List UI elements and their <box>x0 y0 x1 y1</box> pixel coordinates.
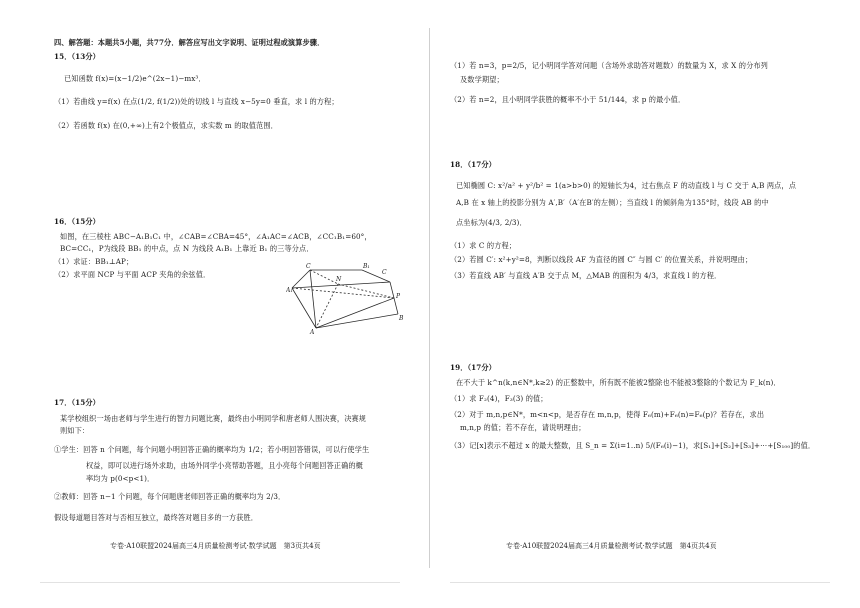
q19-number: 19．（17分） <box>450 363 496 372</box>
q17-number: 17．（15分） <box>54 398 100 407</box>
scan-edge-right <box>450 582 830 583</box>
right-page <box>430 0 860 608</box>
q15-part1: （1）若曲线 y=f(x) 在点(1/2, f(1/2))处的切线 l 与直线 x−5y=0 垂直，求 l 的方程； <box>54 97 339 106</box>
fig-label-n: N <box>336 276 342 283</box>
q16-part2: （2）求平面 NCP 与平面 ACP 夹角的余弦值． <box>54 270 211 279</box>
prism-figure <box>286 262 406 334</box>
q19-part2-b: m,n,p 的值；若不存在，请说明理由； <box>460 423 586 432</box>
section-header: 四、解答题：本题共5小题，共77分．解答应写出文字说明、证明过程或演算步骤． <box>54 38 325 47</box>
q15-number: 15．（13分） <box>54 52 100 61</box>
fig-label-c1: C <box>306 263 311 270</box>
q17-rule1-a: ①学生：回答 n 个问题，每个问题小明回答正确的概率均为 1/2；若小明回答错误，可以行使学生 <box>54 445 370 454</box>
right-footer <box>506 541 717 551</box>
q18-number: 18．（17分） <box>450 160 496 169</box>
fig-label-b1: B₁ <box>363 263 370 270</box>
fig-label-c: C <box>382 269 387 276</box>
q16-given-1: 如图，在三棱柱 ABC−A₁B₁C₁ 中，∠CAB=∠CBA=45°，∠A₁AC=∠ACB，∠CC₁B₁=60°， <box>60 232 372 241</box>
q18-given-2: A,B 在 x 轴上的投影分别为 A′,B′（A′在B′的左侧）；当直线 l 的倾斜角为135°时，线段 AB 的中 <box>456 198 769 207</box>
left-footer <box>110 541 321 551</box>
q19-part3: （3）记[x]表示不超过 x 的最大整数，且 S_n = Σ(i=1..n) 5/(F₆(i)−1)，求[S₁]+[S₂]+[S₃]+⋯+[S₁₀₀]的值． <box>450 441 816 450</box>
fig-label-p: P <box>396 293 401 300</box>
q15-given: 已知函数 f(x)=(x−1/2)e^(2x−1)−mx³． <box>64 74 206 83</box>
scan-edge <box>40 582 400 583</box>
q17-part2: （2）若 n=2，且小明同学获胜的概率不小于 51/144，求 p 的最小值． <box>450 95 686 104</box>
q18-given-3: 点坐标为(4/3, 2/3)． <box>456 218 527 227</box>
q17-rule1-c: 率均为 p(0<p<1)． <box>86 474 155 483</box>
fig-label-b: B <box>399 315 404 322</box>
q17-part1-b: 及数学期望； <box>460 75 504 84</box>
q17-rule1-b: 权益，即可以进行场外求助，由场外同学小亮帮助答题，且小亮每个问题回答正确的概 <box>86 461 363 470</box>
q15-part2: （2）若函数 f(x) 在(0,+∞)上有2个极值点，求实数 m 的取值范围． <box>54 121 278 130</box>
fig-label-a1: A₁ <box>286 287 293 294</box>
q16-number: 16．（15分） <box>54 217 100 226</box>
q19-given: 在不大于 k^n(k,n∈N*,k≥2) 的正整数中，所有既不能被2整除也不能被3整除的个数记为 F_k(n)． <box>456 378 781 387</box>
left-footer-text: 专卷·A10联盟2024届高三4月质量检测考试·数学试题 第3页共4页 <box>110 542 321 550</box>
q18-part1: （1）求 C 的方程； <box>450 241 517 250</box>
q17-part1-a: （1）若 n=3，p=2/5，记小明同学答对问题（含场外求助答对题数）的数量为 X，求 X 的分布列 <box>450 61 768 70</box>
q18-given-1: 已知椭圆 C: x²/a² + y²/b² = 1(a>b>0) 的短轴长为4，过右焦点 F 的动直线 l 与 C 交于 A,B 两点，点 <box>456 181 796 190</box>
q19-part1: （1）求 F₂(4)，F₃(3) 的值； <box>450 394 548 403</box>
q16-given-2: BC=CC₁，P为线段 BB₁ 的中点，点 N 为线段 A₁B₁ 上靠近 B₁ 的三等分点． <box>60 244 314 253</box>
q17-intro-1: 某学校组织一场由老师与学生进行的智力问题比赛，最终由小明同学和唐老师人围决赛，决赛规 <box>60 414 367 423</box>
right-footer-text: 专卷·A10联盟2024届高三4月质量检测考试·数学试题 第4页共4页 <box>506 542 717 550</box>
q19-part2-a: （2）对于 m,n,p∈N*，m<n<p，是否存在 m,n,p，使得 F₆(m)+F₆(n)=F₆(p)？若存在，求出 <box>450 410 765 419</box>
q17-assumption: 假设每道题目答对与否相互独立，最终答对题目多的一方获胜． <box>54 513 259 522</box>
q17-rule2: ②教师：回答 n−1 个问题，每个问题唐老师回答正确的概率均为 2/3． <box>54 492 286 501</box>
q18-part3: （3）若直线 AB′ 与直线 A′B 交于点 M，△MAB 的面积为 4/3，求直线 l 的方程． <box>450 271 722 280</box>
q17-intro-2: 则如下： <box>60 426 90 435</box>
fig-label-a: A <box>310 329 315 334</box>
q18-part2: （2）若圆 C′: x²+y²=8，判断以线段 AF 为直径的圆 C″ 与圆 C′ 的位置关系，并说明理由； <box>450 255 753 264</box>
q16-part1: （1）求证：BB₁⊥AP； <box>54 257 134 266</box>
